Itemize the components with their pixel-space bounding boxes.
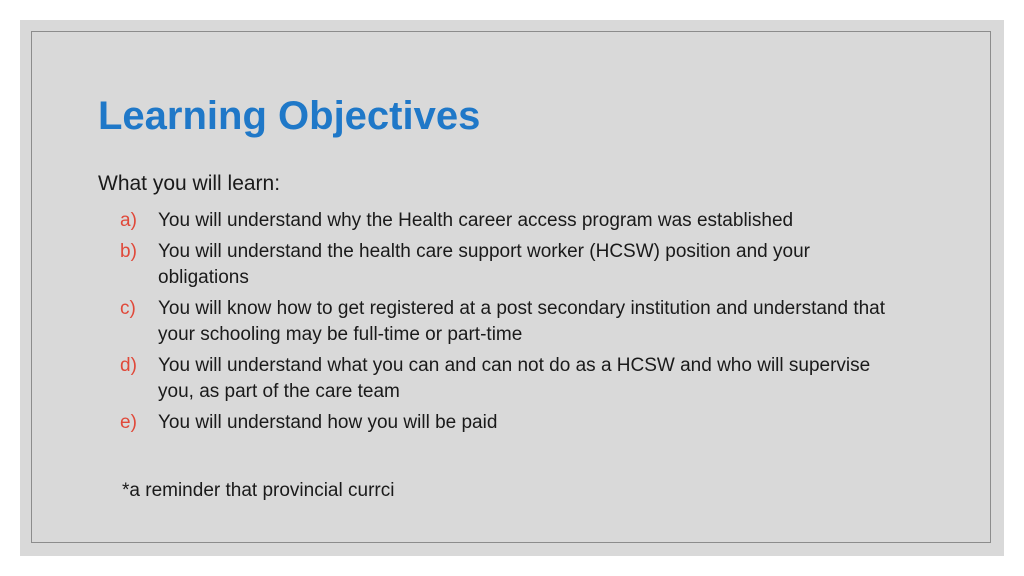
objective-text: You will know how to get registered at a post secondary institution and understand that your schooling may be full-time or part-time <box>158 298 886 345</box>
objectives-list <box>120 208 900 441</box>
objective-item <box>120 208 900 234</box>
objective-item <box>120 353 900 405</box>
intro-text: What you will learn: <box>98 172 281 195</box>
objective-marker: d) <box>120 355 137 376</box>
objective-text: You will understand why the Health career access program was established <box>158 210 794 231</box>
objective-text: You will understand how you will be paid <box>158 412 498 433</box>
objective-marker: c) <box>120 298 136 319</box>
objective-marker: a) <box>120 210 137 231</box>
objective-item <box>120 239 900 291</box>
reminder-note: *a reminder that provincial currci <box>122 480 395 501</box>
objective-text: You will understand what you can and can not do as a HCSW and who will supervise you, as part of the care team <box>158 355 871 402</box>
slide <box>20 20 1004 556</box>
objective-text: You will understand the health care support worker (HCSW) position and your obligations <box>158 241 810 288</box>
slide-frame <box>31 31 991 543</box>
objective-marker: b) <box>120 241 137 262</box>
objective-item <box>120 410 900 436</box>
objective-item <box>120 296 900 348</box>
objective-marker: e) <box>120 412 137 433</box>
slide-title: Learning Objectives <box>98 94 481 138</box>
